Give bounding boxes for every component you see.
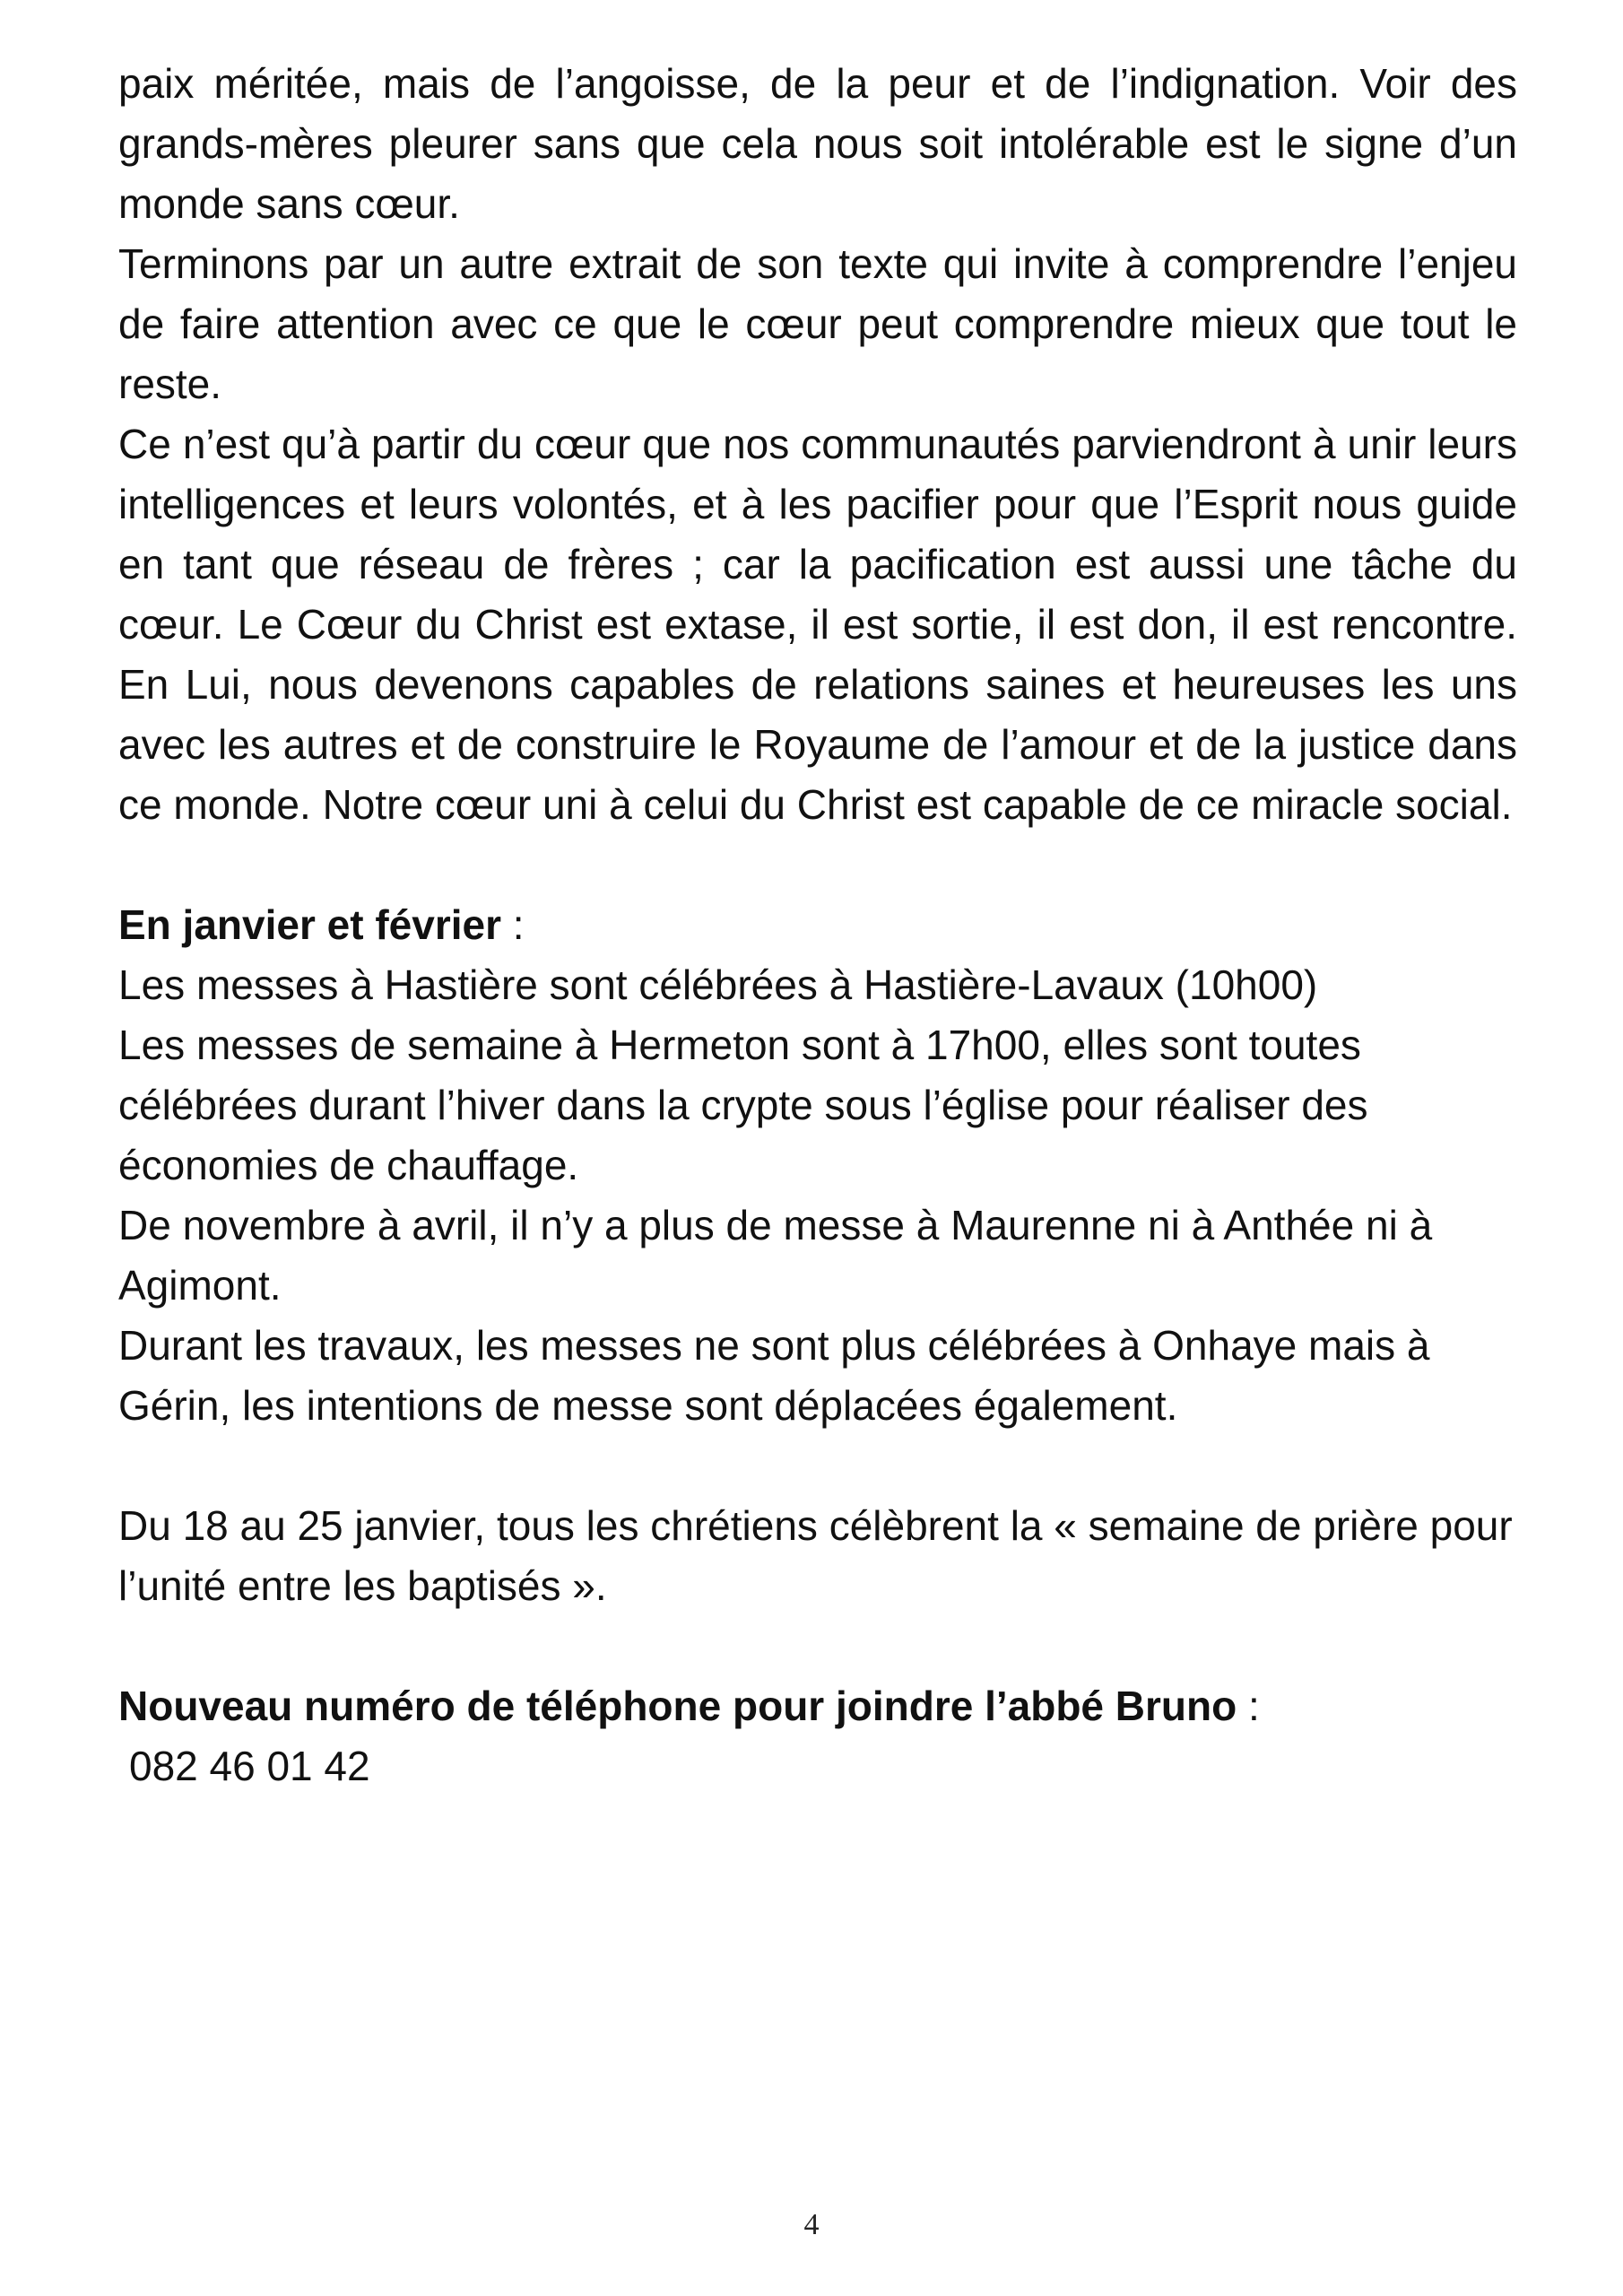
contact-heading-suffix: :: [1237, 1683, 1260, 1729]
contact-heading-text: Nouveau numéro de téléphone pour joindre l’abbé Bruno: [118, 1683, 1237, 1729]
closing-intro-paragraph: Terminons par un autre extrait de son texte qui invite à comprendre l’enjeu de faire attention avec ce que le cœur peut comprendre mieux que tout le reste.: [118, 240, 1517, 407]
schedule-heading-suffix: :: [500, 901, 525, 948]
section-spacer: [118, 835, 1517, 895]
page-number: 4: [803, 2208, 820, 2241]
section-spacer: [118, 1616, 1517, 1676]
contact-heading: [118, 1676, 1517, 1736]
schedule-line-hastiere: Les messes à Hastière sont célébrées à Hastière-Lavaux (10h00): [118, 961, 1318, 1008]
unity-week-paragraph: Du 18 au 25 janvier, tous les chrétiens célèbrent la « semaine de prière pour l’unité entre les baptisés ».: [118, 1502, 1513, 1609]
schedule-line-onhaye: Durant les travaux, les messes ne sont plus célébrées à Onhaye mais à Gérin, les intentions de messe sont déplacées également.: [118, 1322, 1430, 1429]
phone-number: 082 46 01 42: [129, 1743, 370, 1789]
schedule-heading-text: En janvier et février: [118, 901, 501, 948]
schedule-line-maurenne: De novembre à avril, il n’y a plus de messe à Maurenne ni à Anthée ni à Agimont.: [118, 1202, 1433, 1309]
section-spacer: [118, 1436, 1517, 1496]
document-page: [118, 54, 1517, 1796]
schedule-heading: [118, 895, 1517, 955]
quote-paragraph: Ce n’est qu’à partir du cœur que nos communautés parviendront à unir leurs intelligences et leurs volontés, et à les pacifier pour que l’Esprit nous guide en tant que réseau de frères ; car la pacification est aussi une tâche du cœur. Le Cœur du Christ est extase, il est sortie, il est don, il est rencontre. En Lui, nous devenons capables de relations saines et heureuses les uns avec les autres et de construire le Royaume de l’amour et de la justice dans ce monde. Notre cœur uni à celui du Christ est capable de ce miracle social.: [118, 421, 1517, 828]
schedule-line-hermeton: Les messes de semaine à Hermeton sont à 17h00, elles sont toutes célébrées durant l’hiver dans la crypte sous l’église pour réaliser des économies de chauffage.: [118, 1022, 1368, 1188]
intro-paragraph: paix méritée, mais de l’angoisse, de la peur et de l’indignation. Voir des grands-mères pleurer sans que cela nous soit intolérable est le signe d’un monde sans cœur.: [118, 60, 1517, 227]
